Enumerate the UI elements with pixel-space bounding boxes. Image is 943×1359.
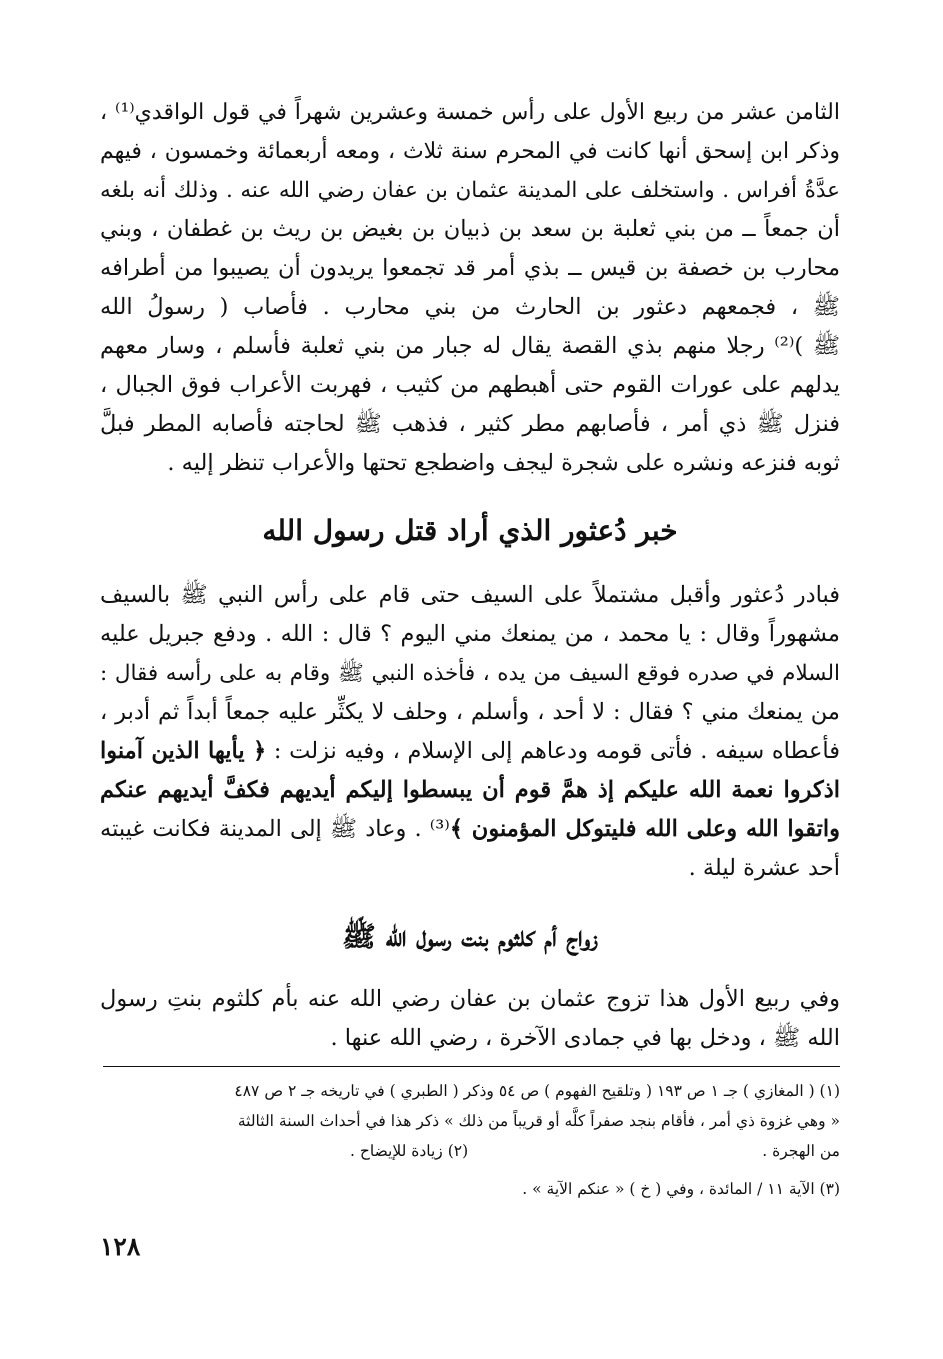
text-line: ثوبه فنزعه ونشره على شجرة ليجف واضطجع تحتها والأعراب تنظر إليه . xyxy=(167,450,840,476)
text-line: عدَّةُ أفراس . واستخلف على المدينة عثمان بن عفان رضي الله عنه . وذلك أنه بلغه xyxy=(100,178,840,203)
section-heading-umm-kulthum: زواج أم كلثوم بنت رسول الله ﷺ xyxy=(342,920,598,953)
section-heading-duthur: خبر دُعثور الذي أراد قتل رسول الله xyxy=(262,514,678,547)
text-line: فبادر دُعثور وأقبل مشتملاً على السيف حتى قام على رأس النبي ﷺ بالسيف xyxy=(100,582,840,608)
paragraph-ghazwat-dhi-amr xyxy=(100,93,840,483)
paragraph-umm-kulthum xyxy=(100,980,840,1058)
text-line: يدلهم على عورات القوم حتى أهبطهم من كثيب ، فهربت الأعراب فوق الجبال ، xyxy=(100,372,840,398)
quran-quote: ﴿ يأيها الذين آمنوا xyxy=(100,738,267,764)
text-line: وفي ربيع الأول هذا تزوج عثمان بن عفان رضي الله عنه بأم كلثوم بنتِ رسول xyxy=(100,986,840,1012)
text-line: مشهوراً وقال : يا محمد ، من يمنعك مني اليوم ؟ قال : الله . ودفع جبريل عليه xyxy=(100,621,840,647)
footnote-3: (٣) الآية ١١ / المائدة ، وفي ( خ ) « عنكم الآية » . xyxy=(522,1180,840,1198)
text-line: من يمنعك مني ؟ فقال : لا أحد ، وأسلم ، وحلف لا يكثِّر عليه جمعاً أبداً ثم أدبر ، xyxy=(100,699,840,725)
text-run: فأعطاه سيفه . فأتى قومه ودعاهم إلى الإسلام ، وفيه نزلت : xyxy=(266,738,840,764)
footnote-1-line: (١) ( المغازي ) جـ ١ ص ١٩٣ ( وتلقيح الفهوم ) ص ٥٤ وذكر ( الطبري ) في تاريخه جـ ٢ ص ٤٨٧ xyxy=(234,1082,840,1100)
text-line: الثامن عشر من ربيع الأول على رأس خمسة وعشرين شهراً في قول الواقدي⁽¹⁾ ، xyxy=(100,100,840,125)
text-line: أحد عشرة ليلة . xyxy=(688,855,840,881)
text-line: أن جمعاً ــ من بني ثعلبة بن سعد بن ذبيان بن بغيض بن ريث بن غطفان ، وبني xyxy=(100,216,840,242)
footnote-row xyxy=(100,1136,840,1166)
quran-quote-line: اذكروا نعمة الله عليكم إذ همَّ قوم أن يبسطوا إليكم أيديهم فكفَّ أيديهم عنكم xyxy=(100,777,840,803)
footnote-divider xyxy=(103,1066,840,1067)
quran-quote: واتقوا الله وعلى الله فليتوكل المؤمنون ﴾ xyxy=(449,816,840,842)
text-line: السلام في صدره فوقع السيف من يده ، فأخذه النبي ﷺ وقام به على رأسه فقال : xyxy=(100,661,840,686)
text-line xyxy=(100,810,840,849)
paragraph-duthur-story xyxy=(100,576,840,888)
text-run: ⁽³⁾ . وعاد ﷺ إلى المدينة فكانت غيبته xyxy=(100,816,450,842)
footnote-1-line: « وهي غزوة ذي أمر ، فأقام بنجد صفراً كلَّه أو قريباً من ذلك » ذكر هذا في أحداث السنة الثالثة xyxy=(237,1112,840,1130)
footnote-2: (٢) زيادة للإيضاح . xyxy=(350,1142,469,1160)
page-number: ١٢٨ xyxy=(100,1232,141,1261)
text-line: الله ﷺ ، ودخل بها في جمادى الآخرة ، رضي الله عنها . xyxy=(330,1025,840,1051)
text-line xyxy=(100,732,840,771)
text-line: ﷺ ، فجمعهم دعثور بن الحارث من بني محارب . فأصاب ( رسولُ الله xyxy=(100,294,840,320)
footnote-1-line: من الهجرة . xyxy=(762,1142,840,1160)
text-line: محارب بن خصفة بن قيس ــ بذي أمر قد تجمعوا يريدون أن يصيبوا من أطرافه xyxy=(100,255,840,281)
footnotes xyxy=(100,1076,840,1204)
text-line: فنزل ﷺ ذي أمر ، فأصابهم مطر كثير ، فذهب ﷺ لحاجته فأصابه المطر فبلَّ xyxy=(100,411,840,437)
text-line: وذكر ابن إسحق أنها كانت في المحرم سنة ثلاث ، ومعه أربعمائة وخمسون ، فيهم xyxy=(100,139,840,164)
text-line: ﷺ )⁽²⁾ رجلا منهم بذي القصة يقال له جبار من بني ثعلبة فأسلم ، وسار معهم xyxy=(100,333,840,359)
